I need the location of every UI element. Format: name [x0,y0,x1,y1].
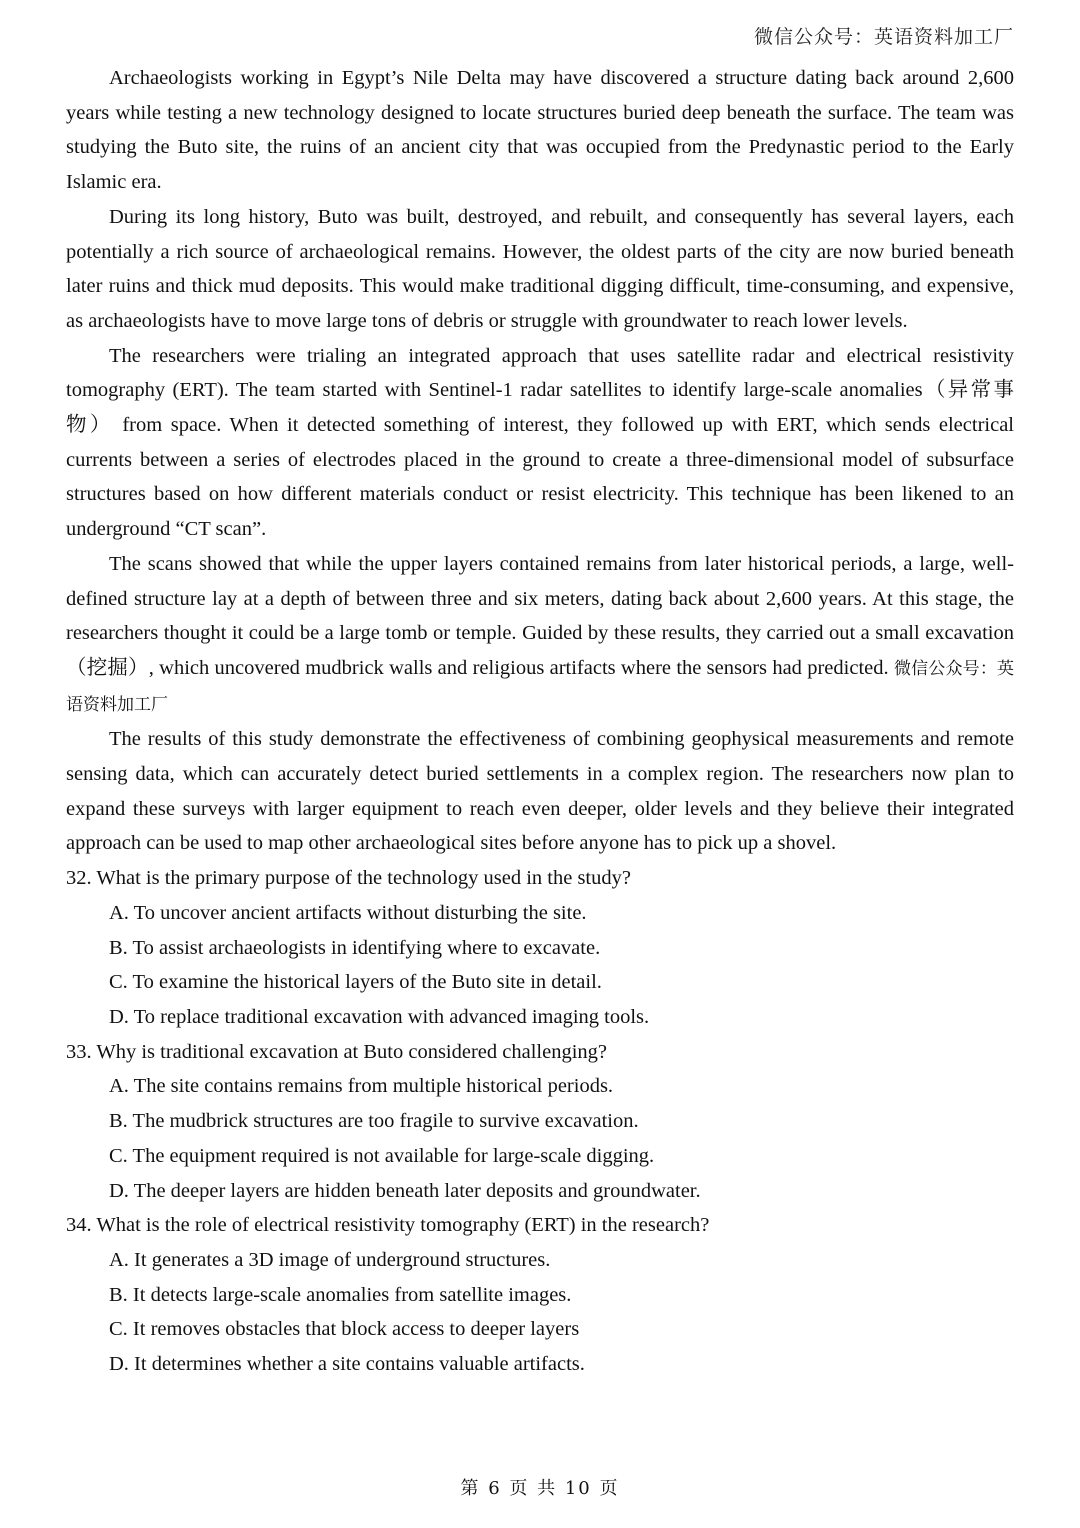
option-c: C. The equipment required is not available for large-scale digging. [109,1144,655,1167]
page-number: 第 6 页 共 10 页 [460,1478,620,1499]
question-stem: 34. What is the role of electrical resistivity tomography (ERT) in the research? [66,1214,710,1237]
passage-paragraph-3: The researchers were trialing an integrated approach that uses satellite radar and electrical resistivity tomography (ERT). The team started with Sentinel-1 radar satellites to identify large-scale anomalies（异常事物） from space. When it detected something of interest, they followed up with ERT, which sends electrical currents between a series of electrodes placed in the ground to create a three-dimensional model of subsurface structures based on how different materials conduct or resist electricity. This technique has been likened to an underground “CT scan”. [66,344,1014,541]
passage-paragraph-2: During its long history, Buto was built, destroyed, and rebuilt, and consequently has several layers, each potentially a rich source of archaeological remains. However, the oldest parts of the city are now buried beneath later ruins and thick mud deposits. This would make traditional digging difficult, time-consuming, and expensive, as archaeologists have to move large tons of debris or struggle with groundwater to reach lower levels. [66,205,1014,332]
option-b: B. It detects large-scale anomalies from satellite images. [109,1283,572,1306]
option-c: C. It removes obstacles that block access to deeper layers [109,1318,580,1341]
passage-paragraph-4 [66,547,1014,723]
option-a: A. The site contains remains from multiple historical periods. [109,1075,614,1098]
inline-watermark: 微信公众号：英语资料加工厂 [66,658,1015,715]
document-body [66,61,1014,1382]
question-32 [66,861,1014,1035]
option-a: A. To uncover ancient artifacts without disturbing the site. [109,901,587,924]
paragraph-4-text: The scans showed that while the upper layers contained remains from later historical periods, a large, well-defined structure lay at a depth of between three and six meters, dating back about 2,600 years. At this stage, the researchers thought it could be a large tomb or temple. Guided by these results, they carried out a small excavation（挖掘）, which uncovered mudbrick walls and religious artifacts where the sensors had predicted. [66,552,1014,679]
option-d: D. It determines whether a site contains valuable artifacts. [109,1353,585,1376]
question-stem: 33. Why is traditional excavation at Buto considered challenging? [66,1040,608,1063]
option-b: B. The mudbrick structures are too fragile to survive excavation. [109,1110,639,1133]
passage-paragraph-5: The results of this study demonstrate the effectiveness of combining geophysical measurements and remote sensing data, which can accurately detect buried settlements in a complex region. The researchers now plan to expand these surveys with larger equipment to reach even deeper, older levels and they believe their integrated approach can be used to map other archaeological sites before anyone has to pick up a shovel. [66,728,1014,855]
question-34 [66,1208,1014,1382]
question-33 [66,1035,1014,1209]
option-c: C. To examine the historical layers of the Buto site in detail. [109,971,602,994]
passage-paragraph-1: Archaeologists working in Egypt’s Nile Delta may have discovered a structure dating back around 2,600 years while testing a new technology designed to locate structures buried deep beneath the surface. The team was studying the Buto site, the ruins of an ancient city that was occupied from the Predynastic period to the Early Islamic era. [66,67,1014,194]
question-stem: 32. What is the primary purpose of the technology used in the study? [66,867,631,890]
option-b: B. To assist archaeologists in identifying where to excavate. [109,936,601,959]
page-header-watermark: 微信公众号：英语资料加工厂 [753,26,1014,48]
option-d: D. To replace traditional excavation with advanced imaging tools. [109,1005,650,1028]
option-d: D. The deeper layers are hidden beneath later deposits and groundwater. [109,1179,701,1202]
option-a: A. It generates a 3D image of underground structures. [109,1248,551,1271]
